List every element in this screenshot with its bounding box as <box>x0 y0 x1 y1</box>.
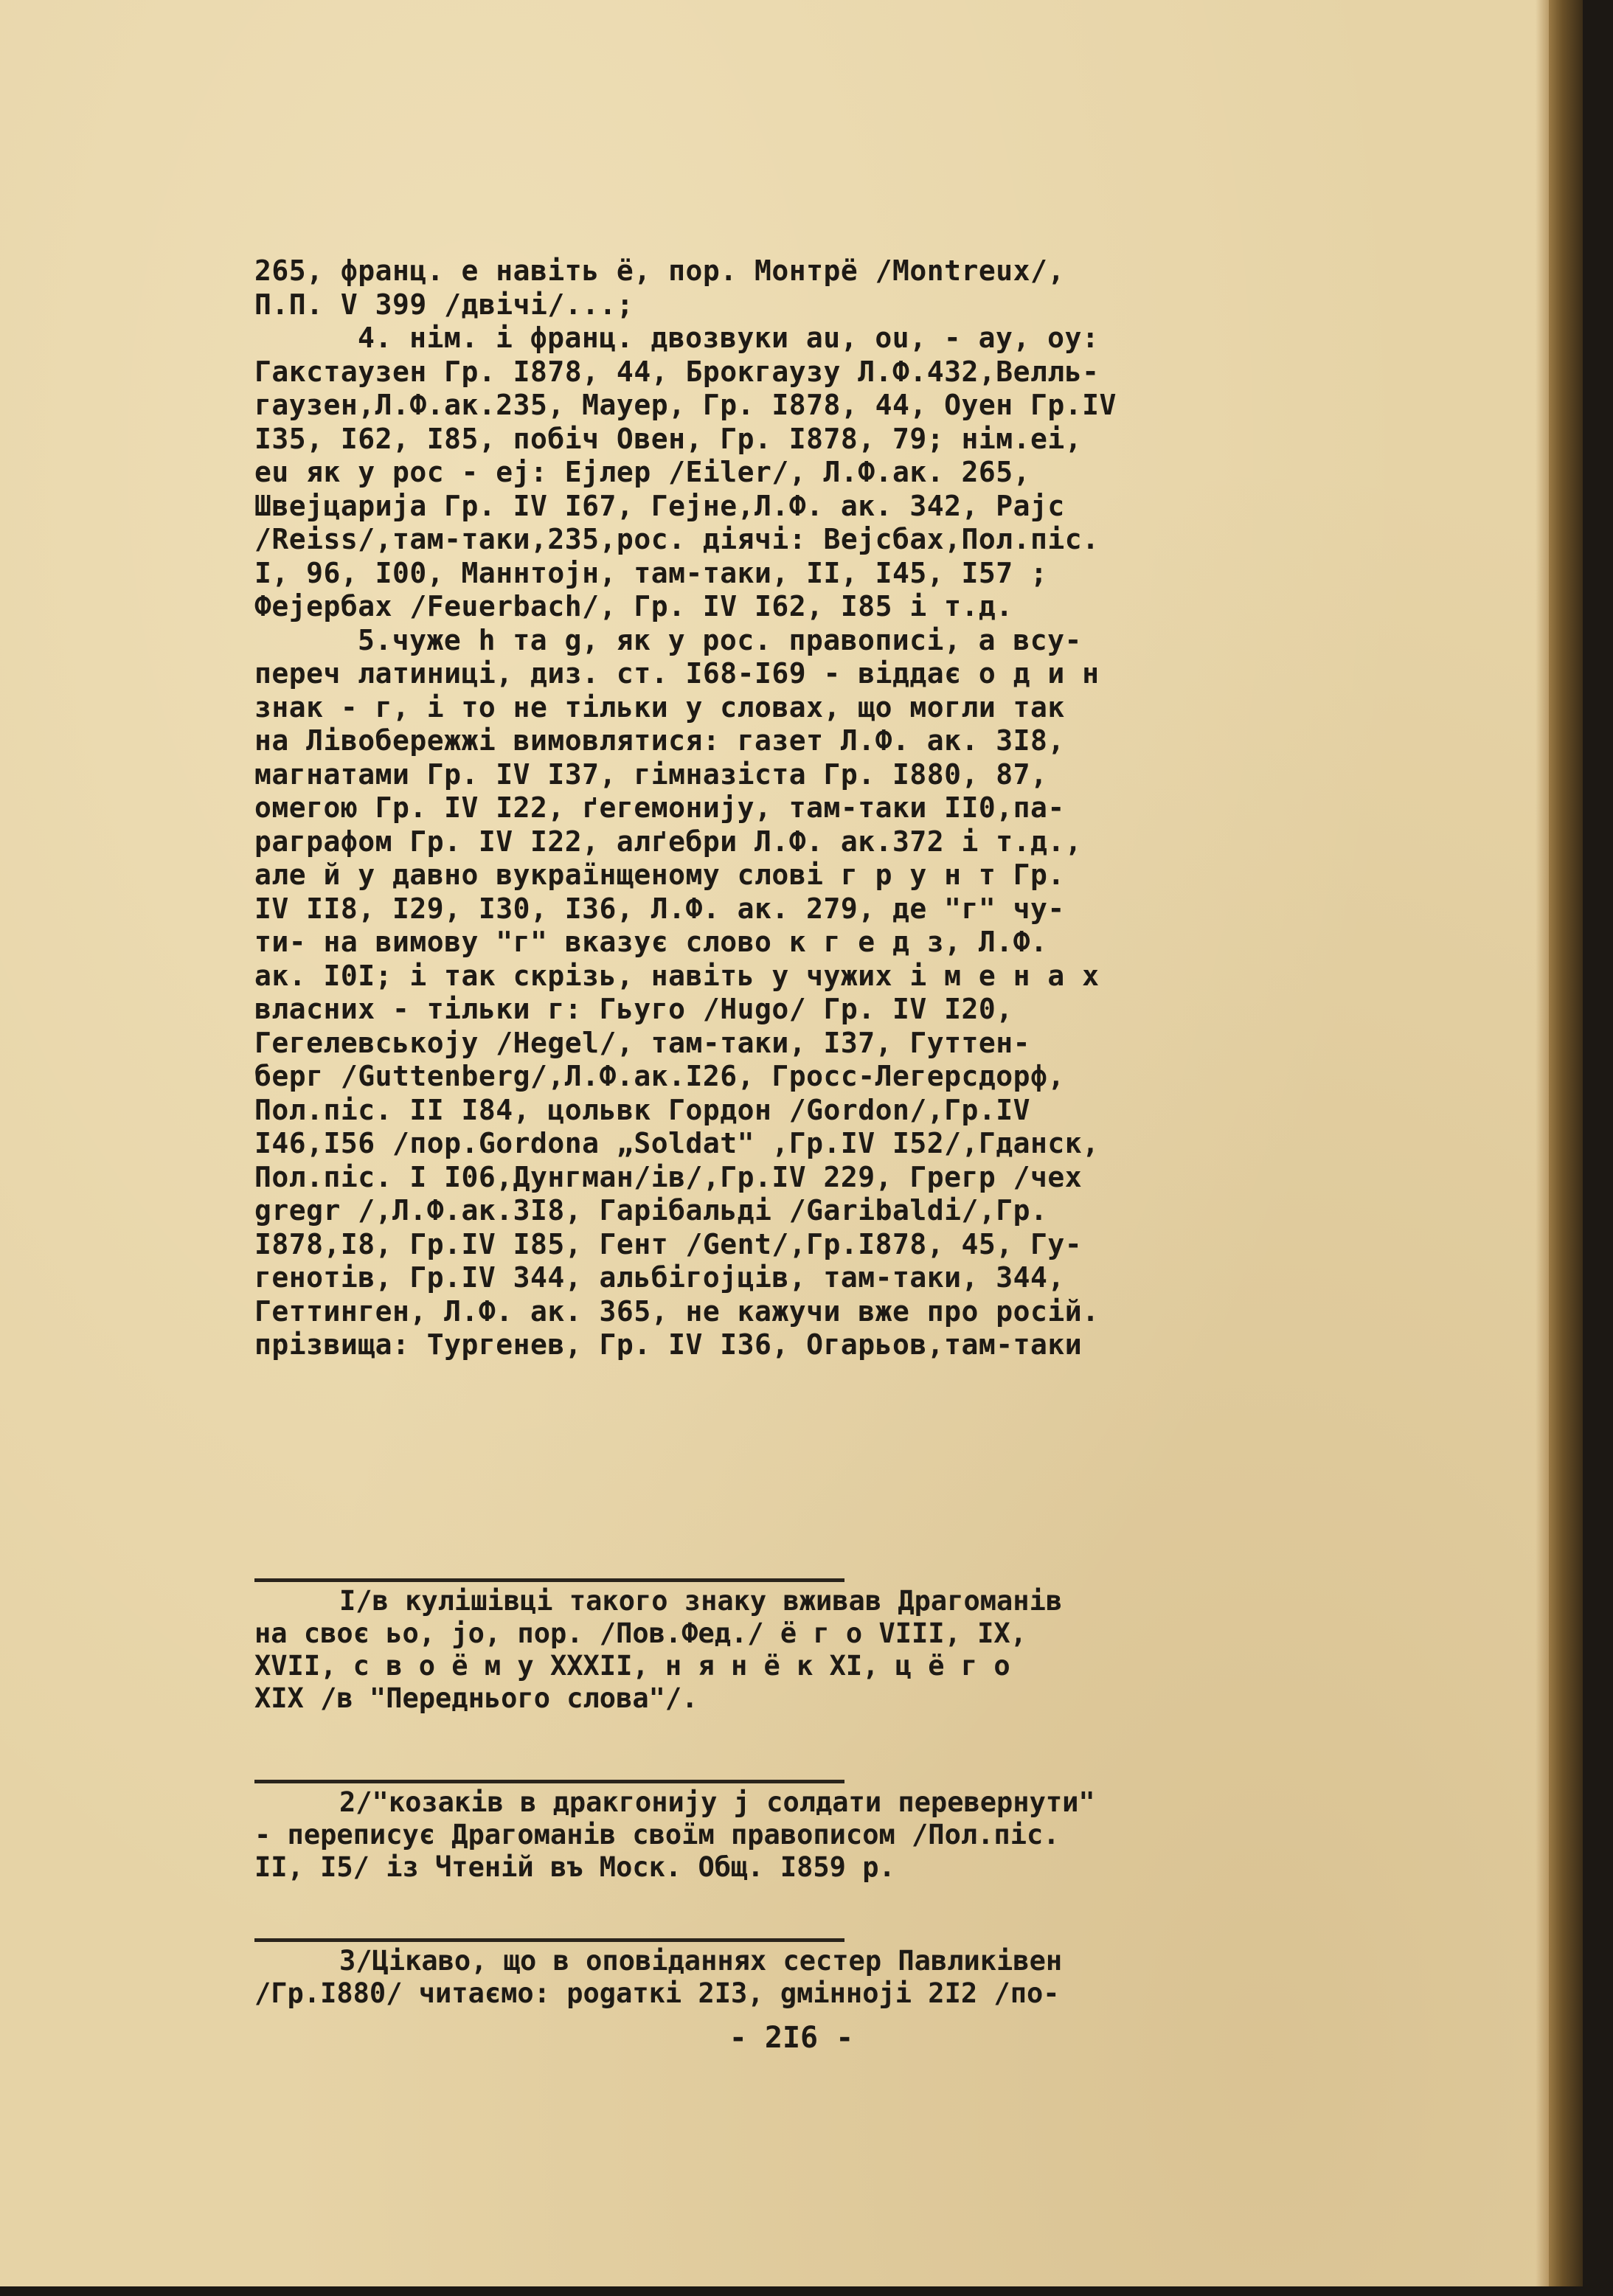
text-line: 5.чуже h та g, як у рос. правописі, а всу- <box>358 623 1082 656</box>
text-line: Пол.піс. ІІ І84, цольвк Гордон /Gordon/,Гр.IV <box>254 1093 1031 1126</box>
text-line: ак. І0І; і так скрізь, навіть у чужих і м е н а х <box>254 959 1100 992</box>
footnote-2 <box>254 1780 1479 1884</box>
footnote-line: 2/"козаків в дракгонију ј солдати перевернути" <box>339 1786 1095 1818</box>
text-line: 265, франц. е навіть ё, пор. Монтрё /Montreux/, <box>254 254 1065 287</box>
text-line: І46,І56 /пор.Gordona „Soldat" ,Гр.IV І52/,Гданск, <box>254 1127 1100 1159</box>
text-line: але й у давно вукраїнщеному слові г р у н т Гр. <box>254 859 1065 891</box>
text-line: Фејербах /Feuerbach/, Гр. IV І62, І85 і т.д. <box>254 590 1013 622</box>
footnote-line: - переписує Драгоманів своїм правописом /Пол.піс. <box>254 1819 1060 1851</box>
footnote-1 <box>254 1578 1479 1715</box>
text-line: раграфом Гр. IV І22, алґебри Л.Ф. ак.372 і т.д., <box>254 825 1083 858</box>
text-line: знак - г, і то не тільки у словах, що могли так <box>254 690 1065 724</box>
text-line: на Лівобережжі вимовлятися: газет Л.Ф. ак. 3І8, <box>254 724 1065 757</box>
text-line: Геттинген, Л.Ф. ак. 365, не кажучи вже про росій. <box>254 1294 1100 1328</box>
text-line: омегою Гр. IV І22, ґегемонију, там-таки ІІ0,па- <box>254 791 1065 824</box>
text-line: прізвища: Тургенев, Гр. IV І36, Огарьов,там-таки <box>254 1328 1083 1361</box>
book-spine <box>1549 0 1583 2286</box>
text-line: магнатами Гр. IV І37, гімназіста Гр. І880, 87, <box>254 757 1048 791</box>
footnote-line: ІІ, І5/ із Чтеній въ Моск. Общ. І859 р. <box>254 1851 895 1883</box>
text-line: І, 96, І00, Маннтојн, там-таки, ІІ, І45, І57 ; <box>254 556 1048 589</box>
text-line: gregr /,Л.Ф.ак.3І8, Гарібальді /Garibaldi/,Гр. <box>254 1194 1048 1227</box>
text-line: ти- на вимову "г" вказує слово к г е д з, Л.Ф. <box>254 926 1048 958</box>
text-line: генотів, Гр.IV 344, альбігојців, там-таки, 344, <box>254 1261 1065 1294</box>
footnote-line: /Гр.І880/ читаємо: роgаткі 2І3, gмінноjі 2І2 /по- <box>254 1977 1060 2009</box>
main-text-block <box>254 254 1464 1362</box>
text-line: переч латиниці, диз. ст. І68-І69 - віддає о д и н <box>254 657 1100 690</box>
text-line: власних - тільки г: Гьуго /Hugo/ Гр. IV І20, <box>254 993 1013 1025</box>
text-line: eu як у рос - ej: Ejлер /Eiler/, Л.Ф.ак. 265, <box>254 456 1031 488</box>
text-line: І35, І62, І85, побіч Овен, Гр. І878, 79; нім.ei, <box>254 422 1083 455</box>
text-line: І878,І8, Гр.IV І85, Гент /Gent/,Гр.І878, 45, Гу- <box>254 1227 1083 1260</box>
footnote-line: XIX /в "Переднього слова"/. <box>254 1682 698 1714</box>
footnote-3 <box>254 1938 1479 2010</box>
text-line: IV ІІ8, І29, І30, І36, Л.Ф. ак. 279, де "г" чу- <box>254 892 1065 925</box>
text-line: 4. нім. і франц. двозвуки au, ou, - ay, oy: <box>358 322 1100 354</box>
page-curl-shadow <box>1536 0 1549 2286</box>
text-line: П.П. V 399 /двічі/...; <box>254 288 634 321</box>
text-line: гаузен,Л.Ф.ак.235, Мауер, Гр. І878, 44, Оуен Гр.IV <box>254 389 1117 421</box>
footnote-line: І/в кулішівці такого знаку вживав Драгоманів <box>339 1585 1063 1617</box>
text-line: Гегелевськоју /Hegel/, там-таки, І37, Гуттен- <box>254 1026 1031 1059</box>
footnote-line: 3/Цікаво, що в оповіданнях сестер Павликівен <box>339 1945 1063 1977</box>
text-line: берг /Guttenberg/,Л.Ф.ак.І26, Гросс-Легерсдорф, <box>254 1060 1065 1092</box>
footnote-divider <box>254 1578 844 1582</box>
text-line: Швејцарија Гр. IV І67, Гејне,Л.Ф. ак. 342, Pajc <box>254 489 1065 522</box>
text-line: Гакстаузен Гр. І878, 44, Брокгаузу Л.Ф.432,Велль- <box>254 355 1100 388</box>
footnote-divider <box>254 1780 844 1783</box>
footnote-line: на своє ьо, јо, пор. /Пов.Фед./ ё г о VIII, IX, <box>254 1617 1027 1649</box>
text-line: /Reiss/,там-таки,235,рос. діячі: Bejсбах,Пол.піс. <box>254 523 1100 555</box>
page-number: - 2І6 - <box>729 2021 854 2055</box>
footnote-divider <box>254 1938 844 1942</box>
text-line: Пол.піс. І І06,Дунгман/ів/,Гр.IV 229, Грегр /чех <box>254 1160 1083 1193</box>
footnote-line: XVII, с в о ё м у XXXII, н я н ё к XI, ц ё г о <box>254 1650 1010 1682</box>
